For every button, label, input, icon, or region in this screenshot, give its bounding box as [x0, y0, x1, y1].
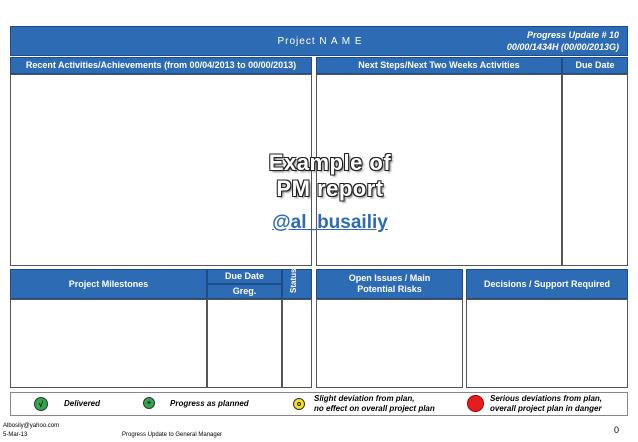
- delivered-icon: √: [34, 397, 48, 411]
- progress-update-number: Progress Update # 10: [526, 30, 619, 40]
- next-steps-due-date-area[interactable]: [562, 74, 628, 266]
- next-steps-due-date-header: Due Date: [562, 57, 628, 74]
- decisions-area[interactable]: [466, 299, 628, 388]
- watermark-handle[interactable]: @al_busailiy: [272, 212, 388, 233]
- footer-date: 5-Mar-13: [3, 432, 28, 438]
- progress-update-date: 00/00/1434H (00/00/2013G): [506, 42, 619, 52]
- legend-delivered: Delivered: [64, 399, 101, 408]
- milestones-due-date-area[interactable]: [207, 299, 282, 388]
- legend-serious-deviation-line2: overall project plan in danger: [490, 404, 602, 413]
- legend-progress-as-planned: Progress as planned: [170, 399, 249, 408]
- milestones-greg-header: Greg.: [207, 284, 282, 299]
- page-number: 0: [614, 425, 620, 435]
- issues-header: [316, 269, 463, 299]
- issues-area[interactable]: [316, 299, 463, 388]
- watermark-line2: PM report: [276, 176, 384, 201]
- legend-slight-deviation-line1: Slight deviation from plan,: [314, 394, 415, 403]
- milestones-status-area[interactable]: [282, 299, 312, 388]
- header-bar: [10, 26, 628, 56]
- recent-activities-header: Recent Activities/Achievements (from 00/04/2013 to 00/00/2013): [10, 57, 312, 74]
- issues-label: Open Issues / Main Potential Risks: [348, 273, 431, 294]
- status-label: Status: [289, 268, 298, 293]
- milestones-due-date-header: Due Date: [207, 269, 282, 284]
- decisions-header: Decisions / Support Required: [466, 269, 628, 299]
- slight-deviation-icon: o: [293, 398, 305, 410]
- progress-as-planned-icon: +: [143, 397, 155, 409]
- footer-document-title: Progress Update to General Manager: [122, 432, 223, 438]
- milestones-area[interactable]: [10, 299, 207, 388]
- watermark-line1: Example of: [268, 150, 392, 175]
- legend-slight-deviation-line2: no effect on overall project plan: [314, 404, 435, 413]
- legend-serious-deviation-line1: Serious deviations from plan,: [490, 394, 603, 403]
- milestones-header: Project Milestones: [10, 269, 207, 299]
- footer-email[interactable]: Albosily@yahoo.com: [3, 423, 60, 429]
- milestones-status-header: [282, 269, 312, 299]
- next-steps-header: Next Steps/Next Two Weeks Activities: [316, 57, 562, 74]
- project-title: Project N A M E: [277, 35, 363, 47]
- serious-deviation-icon: [467, 395, 484, 412]
